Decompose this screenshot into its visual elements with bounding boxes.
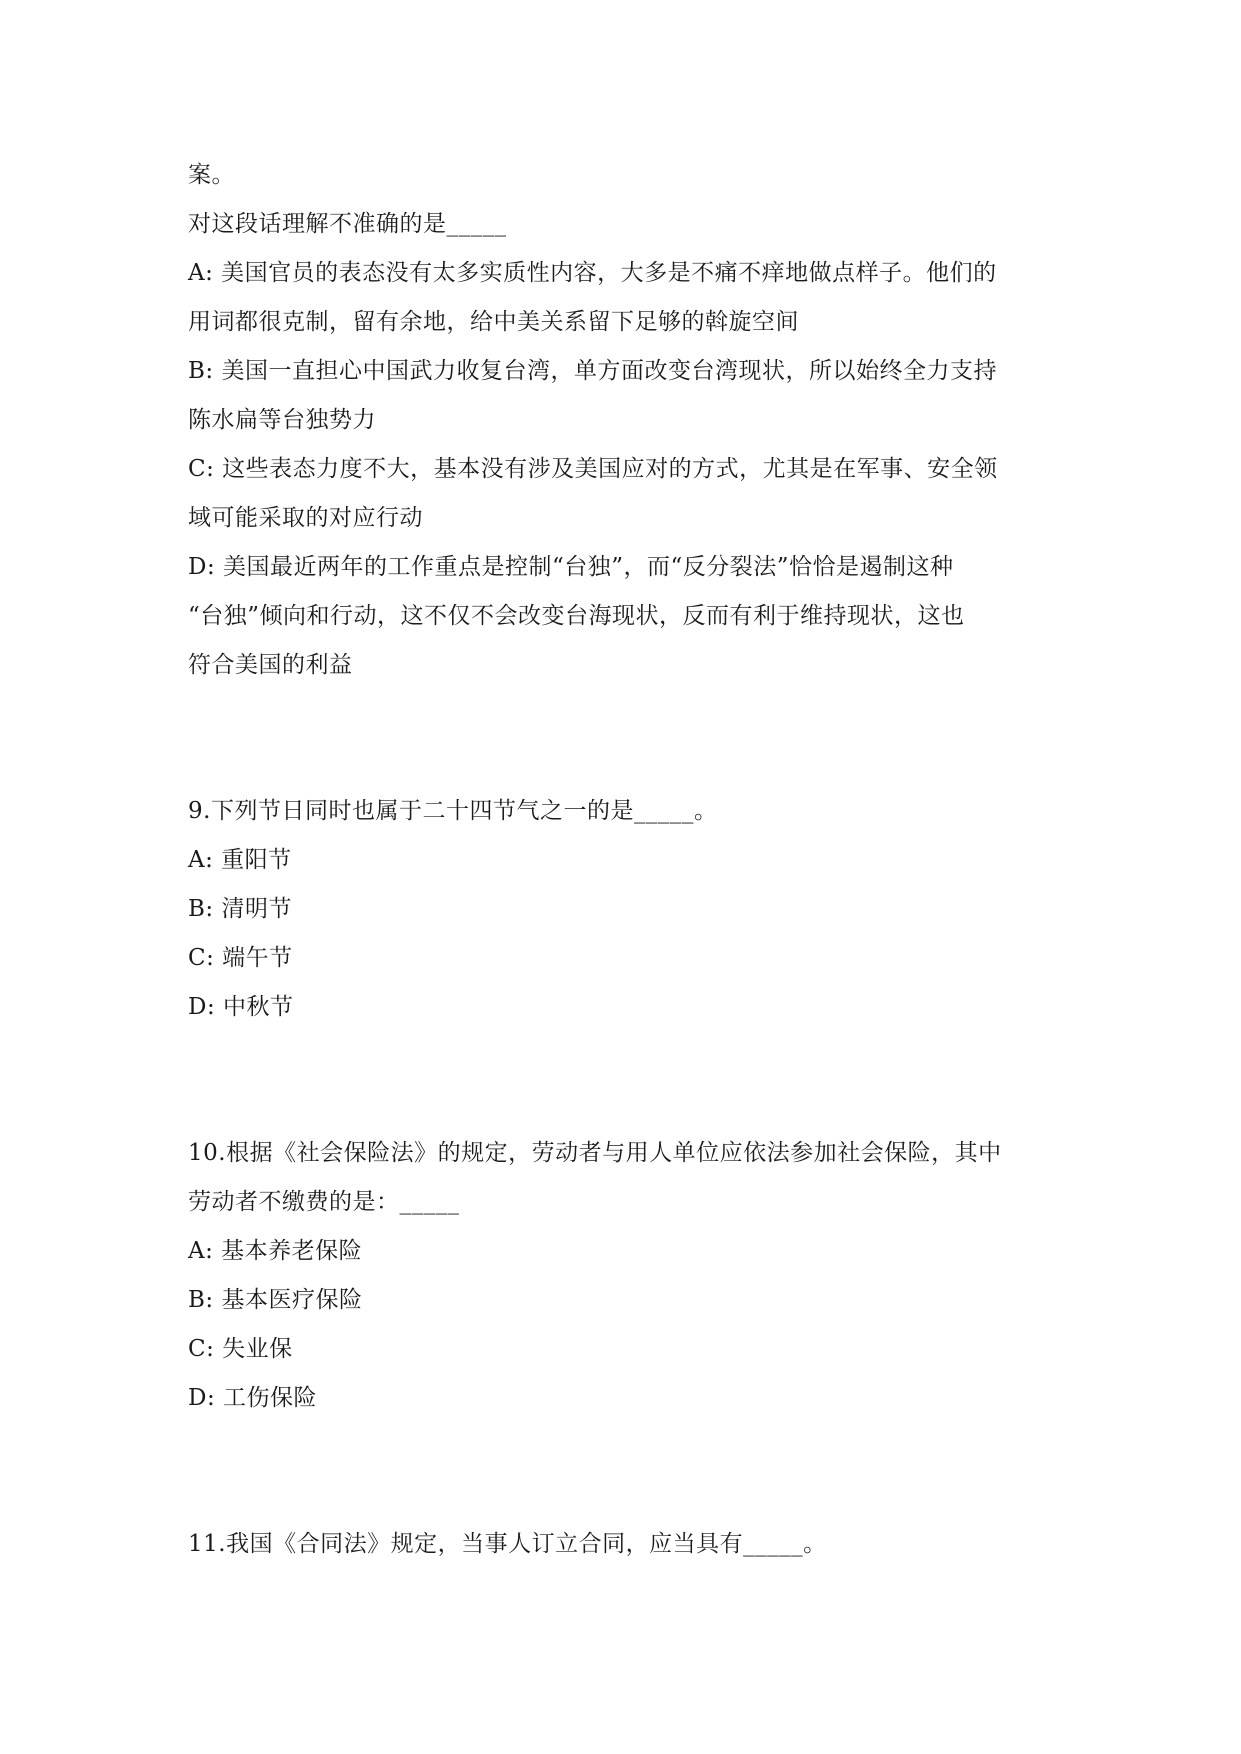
q8-option-a-line1: A: 美国官员的表态没有太多实质性内容，大多是不痛不痒地做点样子。他们的 <box>188 260 997 286</box>
q9-option-c: C: 端午节 <box>188 945 293 971</box>
q8-continuation-text: 案。 <box>188 162 235 188</box>
q8-option-c-line1: C: 这些表态力度不大，基本没有涉及美国应对的方式，尤其是在军事、安全领 <box>188 456 998 482</box>
q10-option-b: B: 基本医疗保险 <box>188 1287 363 1313</box>
q8-option-d-line3: 符合美国的利益 <box>188 652 353 678</box>
q8-option-c-line2: 域可能采取的对应行动 <box>188 505 423 531</box>
q9-option-d: D: 中秋节 <box>188 994 294 1020</box>
q10-question-stem-line2: 劳动者不缴费的是：_____ <box>188 1189 460 1215</box>
q10-option-a: A: 基本养老保险 <box>188 1238 363 1264</box>
q8-option-d-line2: “台独”倾向和行动，这不仅不会改变台海现状，反而有利于维持现状，这也 <box>188 603 965 629</box>
q9-question-stem: 9.下列节日同时也属于二十四节气之一的是_____。 <box>188 798 718 824</box>
q10-question-stem-line1: 10.根据《社会保险法》的规定，劳动者与用人单位应依法参加社会保险，其中 <box>188 1140 1002 1166</box>
q8-question-stem: 对这段话理解不准确的是_____ <box>188 211 507 237</box>
q11-question-stem: 11.我国《合同法》规定，当事人订立合同，应当具有_____。 <box>188 1531 827 1557</box>
q8-option-d-line1: D: 美国最近两年的工作重点是控制“台独”，而“反分裂法”恰恰是遏制这种 <box>188 554 954 580</box>
q8-option-b-line2: 陈水扁等台独势力 <box>188 407 376 433</box>
q8-option-b-line1: B: 美国一直担心中国武力收复台湾，单方面改变台湾现状，所以始终全力支持 <box>188 358 997 384</box>
q8-option-a-line2: 用词都很克制，留有余地，给中美关系留下足够的斡旋空间 <box>188 309 799 335</box>
q10-option-c: C: 失业保 <box>188 1336 293 1362</box>
q9-option-a: A: 重阳节 <box>188 847 292 873</box>
q9-option-b: B: 清明节 <box>188 896 292 922</box>
q10-option-d: D: 工伤保险 <box>188 1385 318 1411</box>
